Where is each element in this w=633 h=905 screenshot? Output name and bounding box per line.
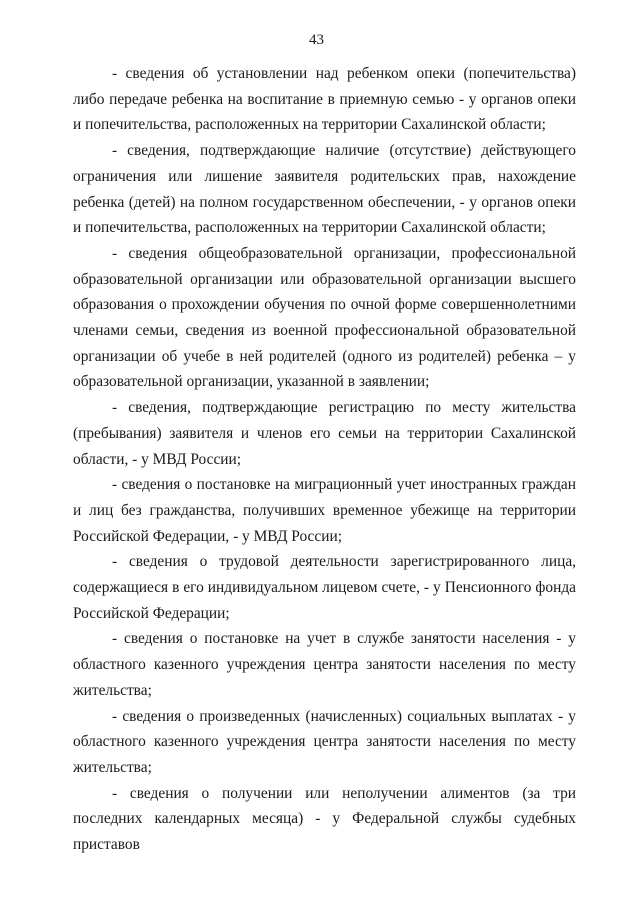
paragraph-guardianship: - сведения об установлении над ребенком опеки (попечительства) либо передаче ребенка на воспитание в приемную семью - у органов опеки и попечительства, расположенных на территории Сахалинской области;	[73, 65, 576, 134]
page-number: 43	[309, 32, 324, 48]
paragraph-social-payments: - сведения о произведенных (начисленных) социальных выплатах - у областного казенного учреждения центра занятости населения по месту жительства;	[73, 707, 576, 776]
paragraph-migration: - сведения о постановке на миграционный учет иностранных граждан и лиц без гражданства, получивших временное убежище на территории Российской Федерации, - у МВД России;	[73, 476, 576, 545]
paragraph-parental-rights: - сведения, подтверждающие наличие (отсутствие) действующего ограничения или лишение заявителя родительских прав, нахождение ребенка (детей) на полном государственном обеспечении, - у органов опеки и попечительства, расположенных на территории Сахалинской области;	[73, 142, 576, 237]
paragraph-registration: - сведения, подтверждающие регистрацию по месту жительства (пребывания) заявителя и членов его семьи на территории Сахалинской области, - у МВД России;	[73, 399, 576, 468]
document-body	[73, 61, 576, 858]
paragraph-alimony: - сведения о получении или неполучении алиментов (за три последних календарных месяца) - у Федеральной службы судебных приставов	[73, 784, 576, 854]
paragraph-education: - сведения общеобразовательной организации, профессиональной образовательной организации или образовательной организации высшего образования о прохождении обучения по очной форме совершеннолетними членами семьи, сведения из военной профессиональной образовательной организации об учебе в ней родителей (одного из родителей) ребенка – у образовательной организации, указанной в заявлении;	[73, 244, 576, 391]
paragraph-unemployment: - сведения о постановке на учет в службе занятости населения - у областного казенного учреждения центра занятости населения по месту жительства;	[73, 630, 576, 699]
paragraph-employment: - сведения о трудовой деятельности зарегистрированного лица, содержащиеся в его индивидуальном лицевом счете, - у Пенсионного фонда Российской Федерации;	[73, 553, 576, 622]
